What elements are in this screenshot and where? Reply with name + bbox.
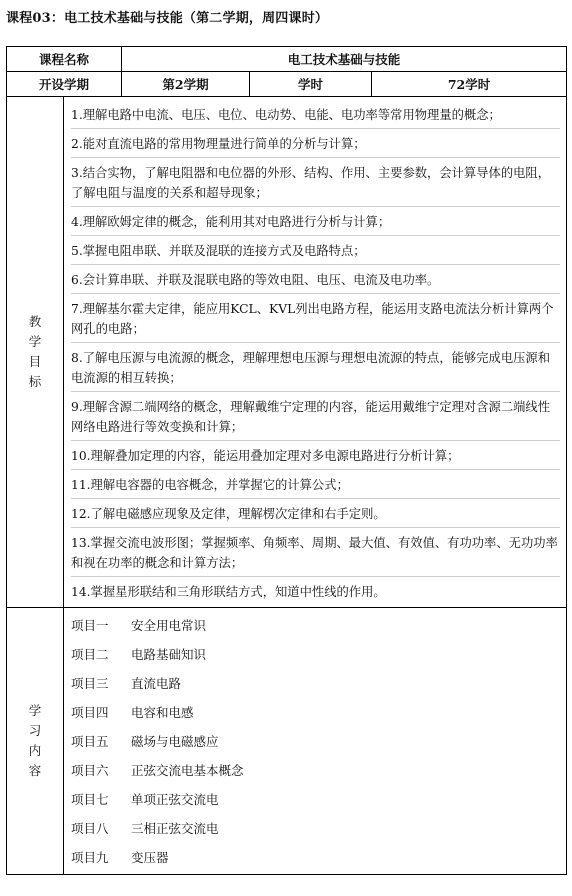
term-label: 开设学期	[7, 72, 122, 97]
course-name-value: 电工技术基础与技能	[122, 47, 567, 72]
objective-item: 10.理解叠加定理的内容，能运用叠加定理对多电源电路进行分析计算；	[71, 441, 560, 470]
content-label-char: 学	[28, 703, 42, 718]
content-label-char: 容	[28, 763, 42, 778]
content-label-char: 内	[28, 743, 42, 758]
project-number: 项目七	[71, 791, 109, 807]
objectives-label-char: 教	[28, 314, 42, 329]
project-number: 项目五	[71, 733, 109, 749]
project-number: 项目六	[71, 762, 109, 778]
project-name: 安全用电常识	[131, 617, 207, 633]
objectives-label-char: 目	[28, 354, 42, 369]
objective-item: 3.结合实物，了解电阻器和电位器的外形、结构、作用、主要参数，会计算导体的电阻，了解电阻与温度的关系和超导现象；	[71, 158, 560, 207]
project-item	[71, 727, 560, 756]
term-value: 第2学期	[122, 72, 250, 97]
project-number: 项目八	[71, 820, 109, 836]
project-name: 电容和电感	[131, 704, 194, 720]
project-number: 项目三	[71, 675, 109, 691]
objective-item: 14.掌握星形联结和三角形联结方式，知道中性线的作用。	[71, 585, 386, 599]
course-name-label: 课程名称	[7, 47, 122, 72]
objective-item: 1.理解电路中电流、电压、电位、电动势、电能、电功率等常用物理量的概念；	[71, 100, 560, 129]
project-item	[71, 611, 560, 640]
objective-item: 2.能对直流电路的常用物理量进行简单的分析与计算；	[71, 129, 560, 158]
project-name: 电路基础知识	[131, 646, 207, 662]
hours-value: 72学时	[372, 72, 567, 97]
course-table	[6, 46, 567, 875]
objective-item: 12.了解电磁感应现象及定律，理解楞次定律和右手定则。	[71, 499, 560, 528]
objective-item: 4.理解欧姆定律的概念，能利用其对电路进行分析与计算；	[71, 207, 560, 236]
content-label	[7, 608, 64, 875]
course-name-row	[7, 47, 567, 72]
project-item	[71, 843, 560, 872]
project-number: 项目四	[71, 704, 109, 720]
objective-item: 7.理解基尔霍夫定律，能应用KCL、KVL列出电路方程，能运用支路电流法分析计算两个网孔的电路；	[71, 294, 560, 343]
project-name: 直流电路	[131, 675, 182, 691]
objective-item: 13.掌握交流电波形图；掌握频率、角频率、周期、最大值、有效值、有功功率、无功功率和视在功率的概念和计算方法；	[71, 528, 560, 577]
project-item	[71, 669, 560, 698]
project-item	[71, 640, 560, 669]
project-name: 正弦交流电基本概念	[131, 762, 244, 778]
term-row	[7, 72, 567, 97]
project-number: 项目一	[71, 617, 109, 633]
objectives-label	[7, 97, 64, 608]
project-number: 项目二	[71, 646, 109, 662]
project-item	[71, 814, 560, 843]
project-name: 变压器	[131, 849, 169, 865]
project-name: 三相正弦交流电	[131, 820, 219, 836]
project-item	[71, 756, 560, 785]
objectives-row	[7, 97, 567, 608]
hours-label: 学时	[250, 72, 372, 97]
objective-item: 6.会计算串联、并联及混联电路的等效电阻、电压、电流及电功率。	[71, 265, 560, 294]
objective-item: 5.掌握电阻串联、并联及混联的连接方式及电路特点；	[71, 236, 560, 265]
project-name: 单项正弦交流电	[131, 791, 219, 807]
project-number: 项目九	[71, 849, 109, 865]
projects-list	[64, 608, 567, 875]
content-row	[7, 608, 567, 875]
objectives-label-char: 学	[28, 334, 42, 349]
objective-item: 9.理解含源二端网络的概念，理解戴维宁定理的内容，能运用戴维宁定理对含源二端线性网络电路进行等效变换和计算；	[71, 392, 560, 441]
objectives-list	[64, 97, 567, 608]
course-heading: 课程03：电工技术基础与技能（第二学期，周四课时）	[6, 11, 329, 26]
objective-item: 11.理解电容器的电容概念，并掌握它的计算公式；	[71, 470, 560, 499]
project-item	[71, 785, 560, 814]
content-label-char: 习	[28, 723, 42, 738]
objective-item: 8.了解电压源与电流源的概念，理解理想电压源与理想电流源的特点，能够完成电压源和电流源的相互转换；	[71, 343, 560, 392]
project-name: 磁场与电磁感应	[131, 733, 219, 749]
objectives-label-char: 标	[28, 374, 42, 389]
project-item	[71, 698, 560, 727]
